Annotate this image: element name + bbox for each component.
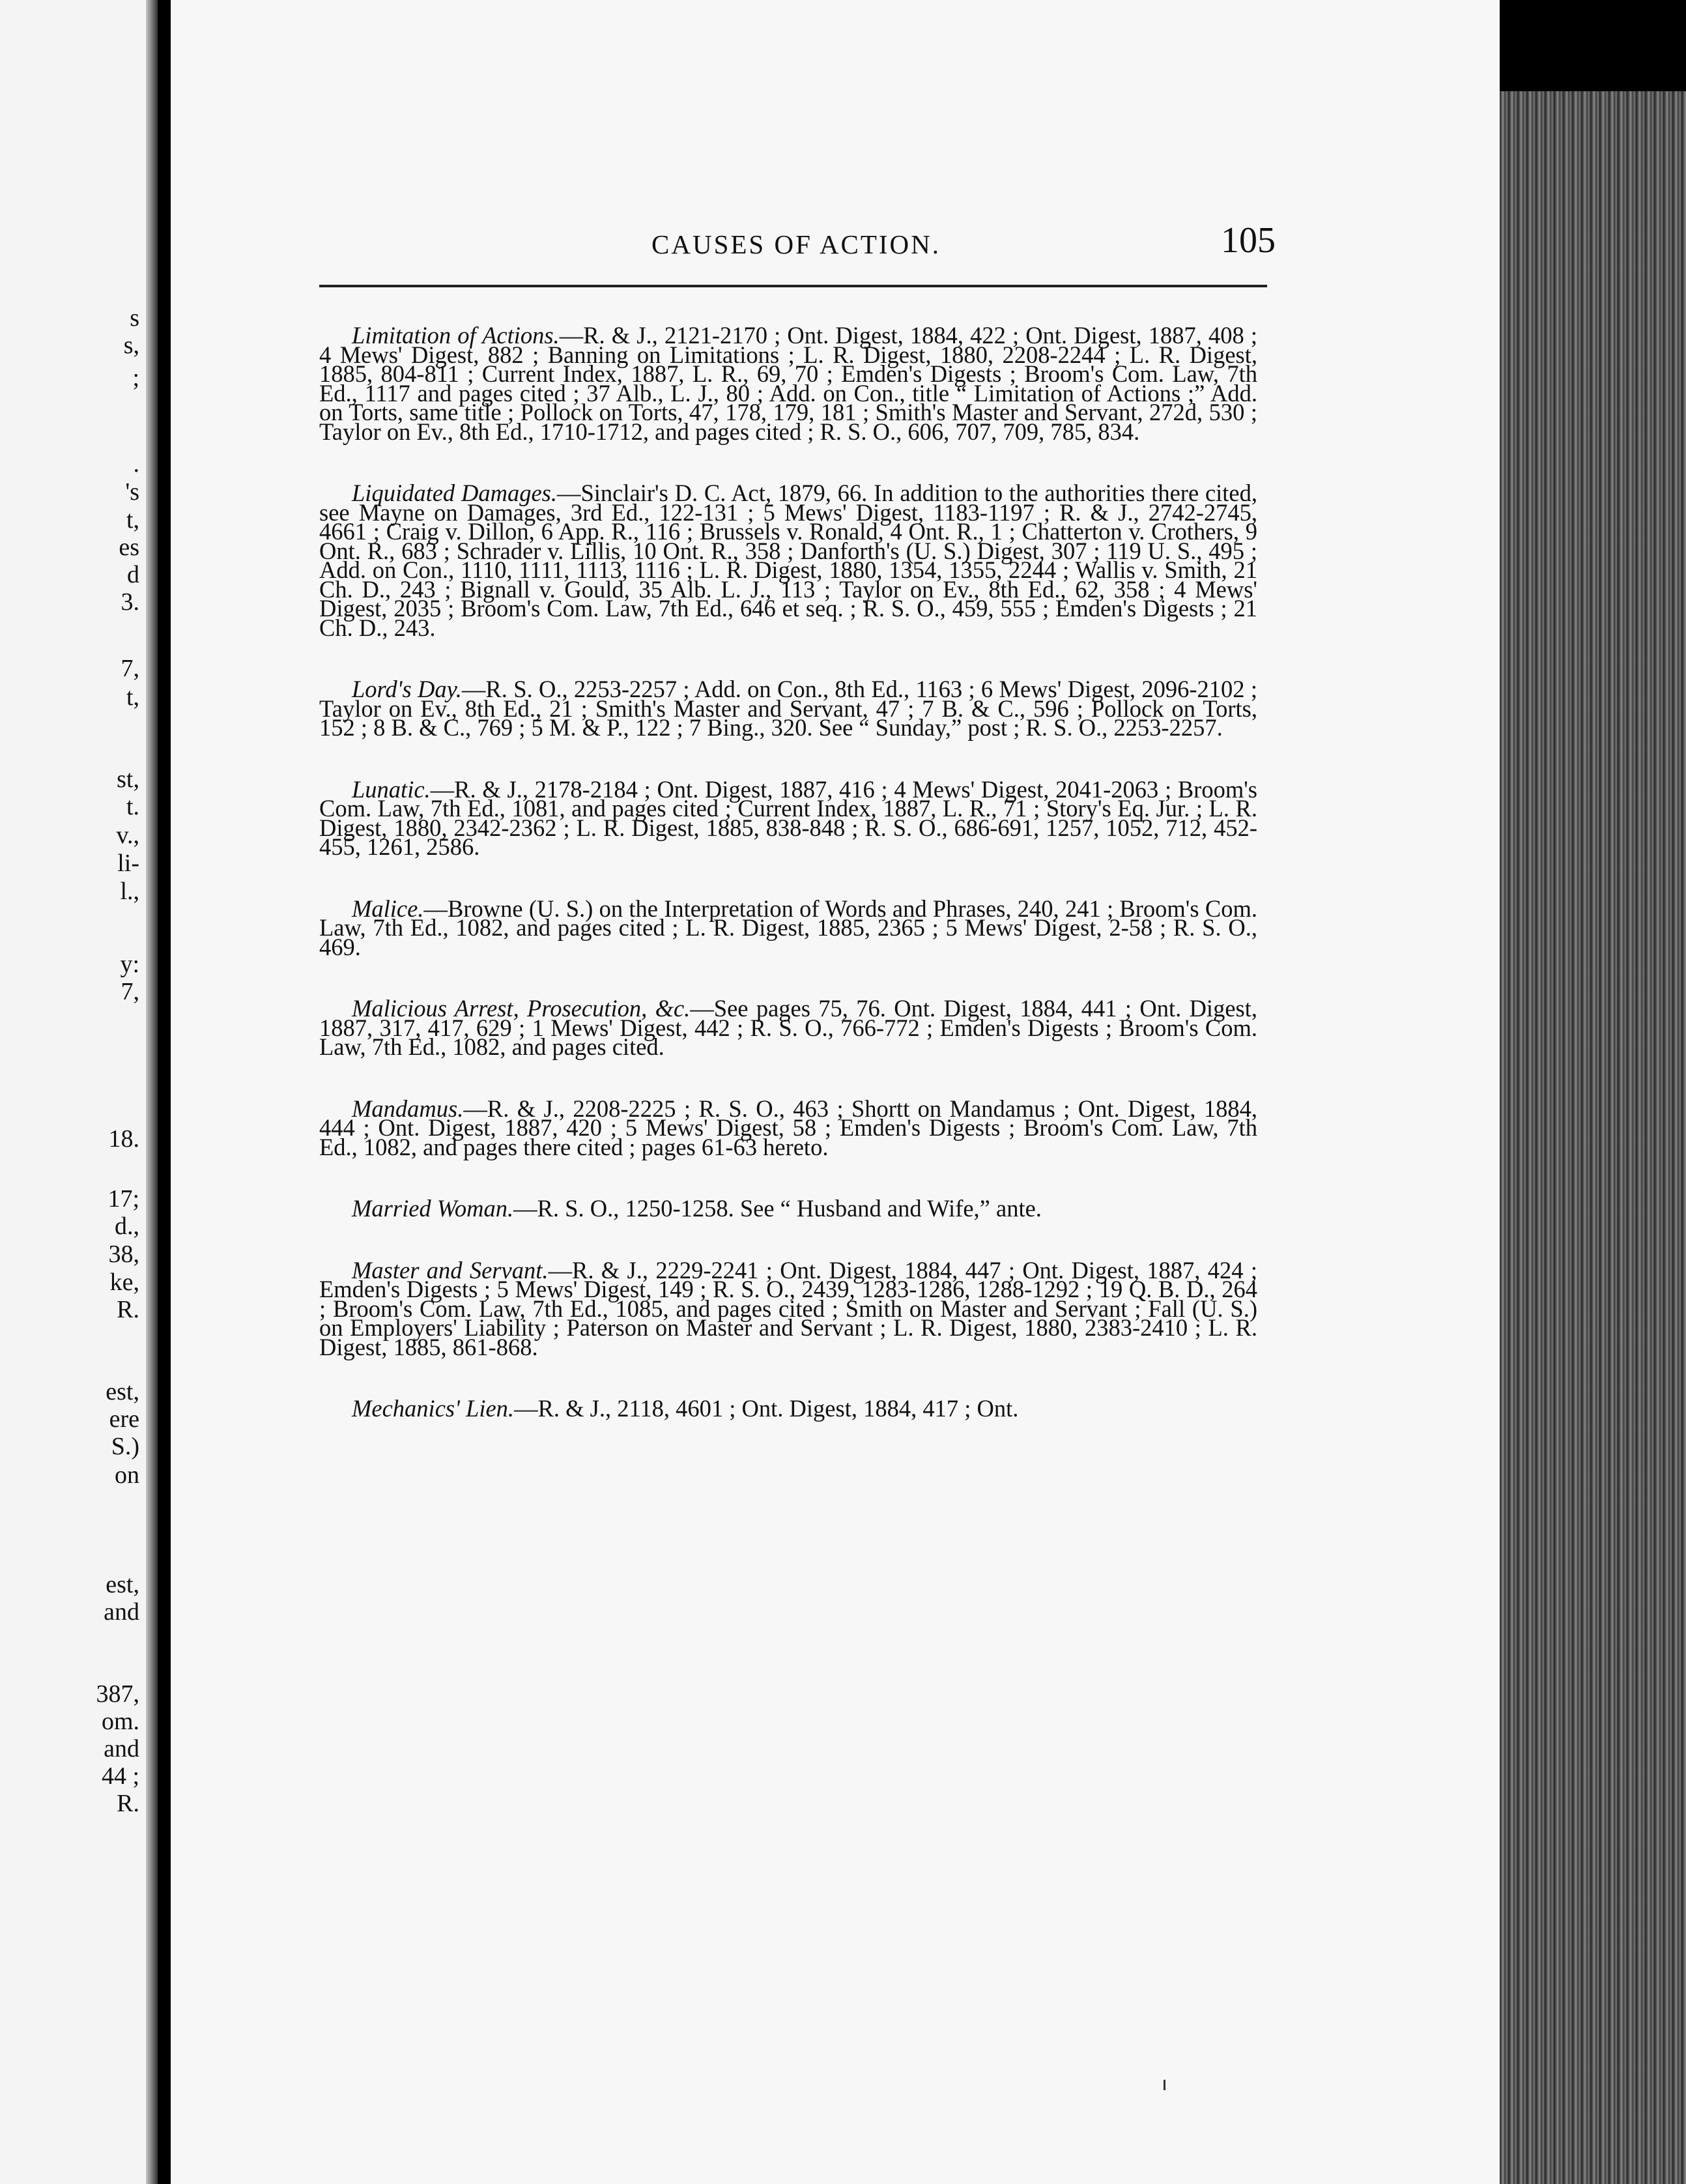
page-edges [1500,0,1686,2184]
previous-page-fragment: st, [117,766,139,793]
entry-heading: Mandamus. [352,1095,464,1122]
entry-lunatic [319,775,1257,860]
previous-page-fragment: 17; [107,1185,139,1213]
entry-heading: Lord's Day. [352,676,462,702]
running-head: CAUSES OF ACTION. [651,229,941,259]
entry-text: —R. & J., 2118, 4601 ; Ont. Digest, 1884, 417 ; Ont. [514,1395,1019,1422]
entry-text: —R. S. O., 2253-2257 ; Add. on Con., 8th Ed., 1163 ; 6 Mews' Digest, 2096-2102 ; Taylor on Ev., 8th Ed., 21 ; Smith's Master and Servant, 47 ; 7 B. & C., 596 ; Pollock on Torts, 152 ; 8 B. & C., 769 ; 5 M. & P., 122 ; 7 Bing., 320. See “ Sunday,” post ; R. S. O., 2253-2257. [319,676,1257,741]
header-rule [319,285,1267,287]
previous-page-fragment: . [133,450,139,478]
entry-text: —R. & J., 2208-2225 ; R. S. O., 463 ; Shortt on Mandamus ; Ont. Digest, 1884, 444 ; Ont. Digest, 1887, 420 ; 5 Mews' Digest, 58 ; Emden's Digests ; Broom's Com. Law, 7th Ed., 1082, and pages there cited ; pages 61-63 hereto. [319,1095,1257,1160]
previous-page-fragment: t, [126,683,139,711]
previous-page-fragment: s [130,304,139,332]
entry-malicious-arrest [319,995,1257,1060]
entry-heading: Married Woman. [352,1195,514,1222]
previous-page-fragment: s, [123,332,139,359]
previous-page-edge [0,0,158,2184]
entry-heading: Mechanics' Lien. [352,1395,515,1422]
entry-heading: Lunatic. [352,775,431,803]
entry-malice [319,895,1257,960]
previous-page-fragment: t, [126,506,139,534]
previous-page-fragment: on [115,1461,139,1489]
page-header [481,220,1276,270]
previous-page-fragment: 7, [121,655,139,682]
previous-page-fragment: R. [117,1296,139,1323]
entry-heading: Malicious Arrest, Prosecution, &c. [352,995,691,1022]
entry-mechanics-lien [319,1395,1257,1422]
entry-text: —R. & J., 2121-2170 ; Ont. Digest, 1884, 422 ; Ont. Digest, 1887, 408 ; 4 Mews' Digest, 882 ; Banning on Limitations ; L. R. Digest, 1880, 2208-2244 ; L. R. Digest, 1885, 804-811 ; Current Index, 1887, L. R., 69, 70 ; Emden's Digests ; Broom's Com. Law, 7th Ed., 1117 and pages cited ; 37 Alb., L. J., 80 ; Add. on Con., title “ Limitation of Actions ;” Add. on Torts, same title ; Pollock on Torts, 47, 178, 179, 181 ; Smith's Master and Servant, 272d, 530 ; Taylor on Ev., 8th Ed., 1710-1712, and pages cited ; R. S. O., 606, 707, 709, 785, 834. [319,322,1258,445]
previous-page-fragment: and [104,1735,139,1762]
previous-page-fragment: est, [106,1571,139,1598]
previous-page-fragment: ; [132,364,139,392]
page-mark [1164,2080,1165,2090]
previous-page-fragment: v., [116,822,139,849]
entry-married-woman [319,1195,1257,1222]
previous-page-fragment: ere [109,1405,139,1433]
page-content [319,322,1258,1422]
previous-page-fragment: 44 ; [101,1762,139,1790]
previous-page-fragment: d., [115,1213,139,1240]
previous-page-fragment: 3. [121,588,139,616]
previous-page-fragment: d [127,561,139,588]
entry-text: —See pages 75, 76. Ont. Digest, 1884, 441 ; Ont. Digest, 1887, 317, 417, 629 ; 1 Mews' Digest, 442 ; R. S. O., 766-772 ; Emden's Digests ; Broom's Com. Law, 7th Ed., 1082, and pages cited. [319,995,1257,1060]
previous-page-fragment: R. [117,1790,139,1817]
previous-page-fragment: and [104,1598,139,1626]
page-number: 105 [1221,220,1276,261]
entry-heading: Malice. [352,895,424,922]
previous-page-fragment: es [119,534,139,561]
entry-heading: Master and Servant. [352,1256,549,1284]
previous-page-fragment: 's [125,478,139,506]
previous-page-fragment: S.) [111,1433,139,1460]
entry-lords-day [319,676,1257,741]
previous-page-fragment: om. [101,1708,139,1735]
previous-page-fragment: ke, [109,1269,139,1296]
entry-limitation-of-actions [319,322,1258,445]
entry-text: —R. S. O., 1250-1258. See “ Husband and Wife,” ante. [513,1195,1042,1222]
book-gutter [146,0,158,2184]
previous-page-fragment: 18. [108,1125,139,1153]
previous-page-fragment: 387, [96,1680,139,1708]
entry-text: —Sinclair's D. C. Act, 1879, 66. In addition to the authorities there cited, see Mayne on Damages, 3rd Ed., 122-131 ; 5 Mews' Digest, 1183-1197 ; R. & J., 2742-2745, 4661 ; Craig v. Dillon, 6 App. R., 116 ; Brussels v. Ronald, 4 Ont. R., 1 ; Chatterton v. Crothers, 9 Ont. R., 683 ; Schrader v. Lillis, 10 Ont. R., 358 ; Danforth's (U. S.) Digest, 307 ; 119 U. S., 495 ; Add. on Con., 1110, 1111, 1113, 1116 ; L. R. Digest, 1880, 1354, 1355, 2244 ; Wallis v. Smith, 21 Ch. D., 243 ; Bignall v. Gould, 35 Alb. L. J., 113 ; Taylor on Ev., 8th Ed., 62, 358 ; 4 Mews' Digest, 2035 ; Broom's Com. Law, 7th Ed., 646 et seq. ; R. S. O., 459, 555 ; Emden's Digests ; 21 Ch. D., 243. [319,480,1258,641]
entry-mandamus [319,1095,1257,1160]
previous-page-fragment: y: [120,951,139,978]
entry-liquidated-damages [319,480,1258,641]
entry-heading: Liquidated Damages. [352,480,557,506]
previous-page-fragment: l., [120,878,139,905]
previous-page-fragment: li- [117,850,139,877]
entry-text: —Browne (U. S.) on the Interpretation of Words and Phrases, 240, 241 ; Broom's Com. Law, 7th Ed., 1082, and pages cited ; L. R. Digest, 1885, 2365 ; 5 Mews' Digest, 2-58 ; R. S. O., 469. [319,895,1257,960]
entry-text: —R. & J., 2178-2184 ; Ont. Digest, 1887, 416 ; 4 Mews' Digest, 2041-2063 ; Broom's Com. Law, 7th Ed., 1081, and pages cited ; Current Index, 1887, L. R., 71 ; Story's Eq. Jur. ; L. R. Digest, 1880, 2342-2362 ; L. R. Digest, 1885, 838-848 ; R. S. O., 686-691, 1257, 1052, 712, 452-455, 1261, 2586. [319,775,1257,860]
entry-heading: Limitation of Actions. [352,322,560,349]
previous-page-fragment: t. [126,793,139,820]
previous-page-fragment: 7, [121,978,139,1005]
previous-page-fragment: 38, [108,1241,139,1268]
entry-master-and-servant [319,1256,1258,1360]
entry-text: —R. & J., 2229-2241 ; Ont. Digest, 1884, 447 ; Ont. Digest, 1887, 424 ; Emden's Digests ; 5 Mews' Digest, 149 ; R. S. O., 2439, 1283-1286, 1288-1292 ; 19 Q. B. D., 264 ; Broom's Com. Law, 7th Ed., 1085, and pages cited ; Smith on Master and Servant ; Fall (U. S.) on Employers' Liability ; Paterson on Master and Servant ; L. R. Digest, 1880, 2383-2410 ; L. R. Digest, 1885, 861-868. [319,1256,1258,1360]
previous-page-fragment: est, [106,1378,139,1405]
